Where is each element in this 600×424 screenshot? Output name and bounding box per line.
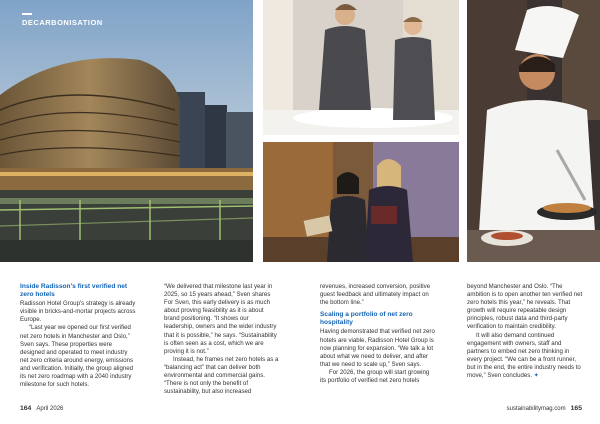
col1-paragraph-1: Radisson Hotel Group's strategy is already visible in bricks-and-mortar projects across Europe. xyxy=(20,300,136,324)
col2-paragraph-1: “We delivered that milestone last year in 2025, so 15 years ahead,” Sven shares For Sven, this early delivery is as much about proving feasibility as it is about brand positioning. “It shows our leadership, owners and the wider industry that it is possible,” he says. “Sustainability is often seen as a cost, which we are proving it is not.” xyxy=(164,283,277,355)
col3-paragraph-1: revenues, increased conversion, positive guest feedback and ultimately impact on the bottom line.” xyxy=(320,283,431,307)
col3-paragraph-2: Having demonstrated that verified net zero hotels are viable, Radisson Hotel Group is now planning for expansion. “We talk a lot about what we need to deliver, and after that we need to scale up,” Sven says. xyxy=(320,328,435,368)
section-tag-rule xyxy=(22,13,32,15)
housekeeping-photo xyxy=(263,0,459,135)
text-column-2 xyxy=(164,283,280,396)
heading-first-net-zero-hotels: Inside Radisson's first verified net zero hotels xyxy=(20,283,128,299)
col2-paragraph-2: Instead, he frames net zero hotels as a “balancing act” that can deliver both environmental and commercial gains. “There is not only the benefit of sustainability, but also increased xyxy=(164,355,279,396)
col4-paragraph-1: beyond Manchester and Oslo. “The ambition is to open another ten verified net zero hotels this year,” he reveals. That growth will require repeatable design principles, robust data and third-party verification to maintain credibility. xyxy=(467,283,583,331)
section-tag xyxy=(22,13,103,27)
col1-paragraph-2: “Last year we opened our first verified net zero hotels in Manchester and Oslo,” Sven says. These properties were designed and operated to meet industry net zero criteria around energy, emissions and verification. Initially, the group aligned its net zero roadmap with a 2040 industry milestone for such hotels. xyxy=(20,324,134,389)
section-tag-label: DECARBONISATION xyxy=(22,17,103,27)
col4-paragraph-2 xyxy=(467,332,583,381)
text-column-3 xyxy=(320,283,436,385)
text-column-4 xyxy=(467,283,583,380)
left-issue-date: April 2026 xyxy=(36,406,64,412)
text-column-1 xyxy=(20,283,136,389)
heading-scaling-portfolio: Scaling a portfolio of net zero hospitality xyxy=(320,311,413,327)
staff-meeting-photo xyxy=(263,142,459,262)
col4-paragraph-2-text: It will also demand continued engagement with owners, staff and partners to embed net zero thinking in every project. “We can be a front runner, but in the end, the entire industry needs to move,” Sven concludes. xyxy=(467,331,581,380)
right-site-name: sustainabilitymag.com xyxy=(506,406,566,412)
hotel-building-photo xyxy=(0,0,253,262)
left-page-number: 164 xyxy=(20,405,32,412)
footer-right xyxy=(507,405,582,412)
right-page-number: 165 xyxy=(570,405,582,412)
footer-left xyxy=(20,405,63,412)
col3-paragraph-3: For 2026, the group will start growing its portfolio of verified net zero hotels xyxy=(320,368,430,385)
chef-photo xyxy=(467,0,600,262)
end-mark-icon: ✦ xyxy=(533,372,539,380)
